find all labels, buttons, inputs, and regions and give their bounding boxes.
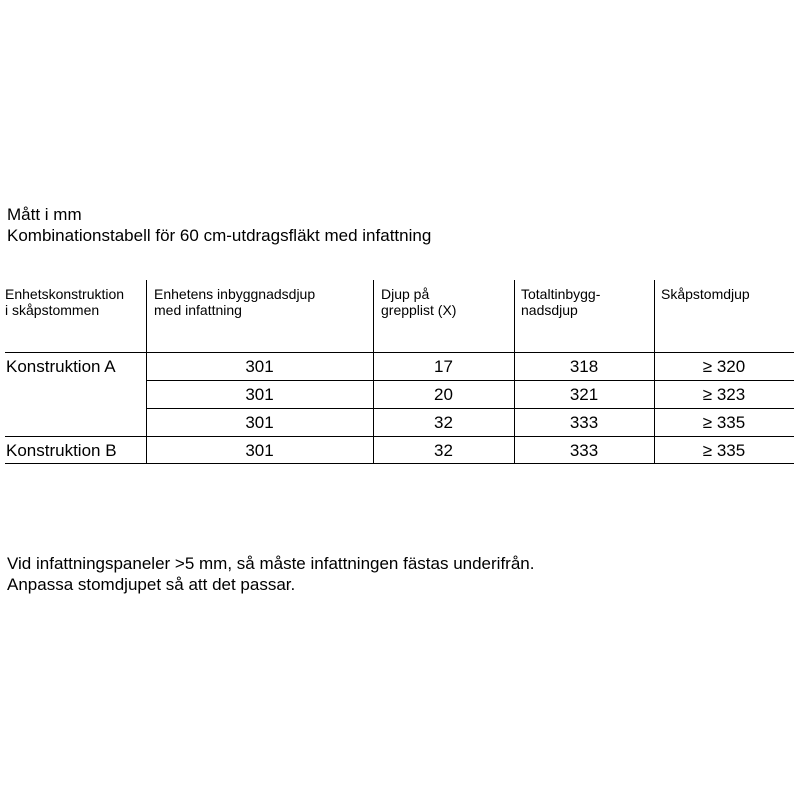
table-cell: ≥ 335 <box>702 413 746 432</box>
table-cell: 333 <box>569 441 599 460</box>
table-cell: 301 <box>245 385 274 404</box>
column-header-grip-depth: Djup på grepplist (X) <box>381 286 457 318</box>
table-cell: 301 <box>245 441 274 460</box>
footer-note-line2: Anpassa stomdjupet så att det passar. <box>7 575 296 594</box>
column-header-construction: Enhetskonstruktion i skåpstommen <box>5 286 125 318</box>
group-label-a: Konstruktion A <box>6 357 116 376</box>
table-cell: 333 <box>569 413 599 432</box>
footer-note-line1: Vid infattningspaneler >5 mm, så måste infattningen fästas underifrån. <box>7 554 535 573</box>
table-cell: 32 <box>434 413 453 432</box>
table-bottom-border <box>5 463 794 464</box>
table-cell: 32 <box>434 441 453 460</box>
row-separator <box>146 380 794 381</box>
table-cell: 20 <box>434 385 453 404</box>
header-separator <box>5 352 794 353</box>
group-label-b: Konstruktion B <box>6 441 117 460</box>
column-header-installation-depth: Enhetens inbyggnadsdjup med infattning <box>154 286 316 318</box>
table-cell: 321 <box>569 385 599 404</box>
table-cell: 17 <box>434 357 453 376</box>
units-note: Mått i mm <box>7 205 82 224</box>
table-cell: 301 <box>245 357 274 376</box>
column-header-total-depth: Totaltinbygg- nadsdjup <box>521 286 601 318</box>
table-cell: ≥ 335 <box>702 441 746 460</box>
table-cell: ≥ 320 <box>702 357 746 376</box>
table-title: Kombinationstabell för 60 cm-utdragsfläkt med infattning <box>7 226 432 245</box>
column-header-cabinet-depth: Skåpstomdjup <box>661 286 750 302</box>
table-cell: 301 <box>245 413 274 432</box>
table-cell: 318 <box>569 357 599 376</box>
group-separator <box>5 436 794 437</box>
row-separator <box>146 408 794 409</box>
table-cell: ≥ 323 <box>702 385 746 404</box>
